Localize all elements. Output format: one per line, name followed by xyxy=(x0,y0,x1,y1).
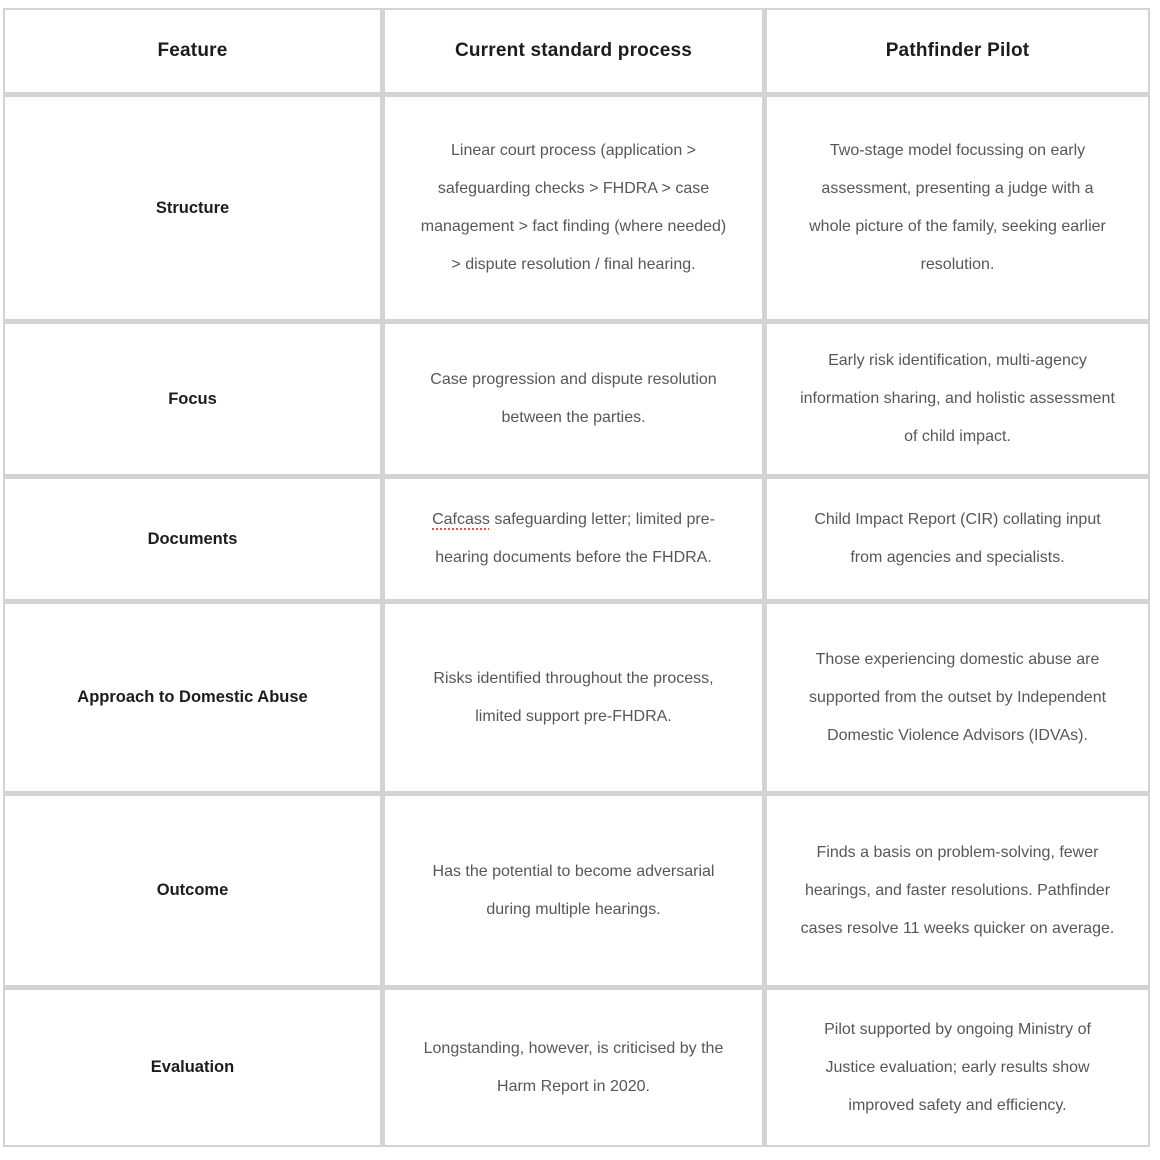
row-1-pathfinder-cell-text: Early risk identification, multi-agency information sharing, and holistic assessment of child impact. xyxy=(800,352,1115,445)
row-4-pathfinder-cell-text: Finds a basis on problem-solving, fewer hearings, and faster resolutions. Pathfinder cases resolve 11 weeks quicker on average. xyxy=(800,843,1115,937)
row-2-pathfinder-cell-text: Child Impact Report (CIR) collating input from agencies and specialists. xyxy=(814,511,1101,566)
column-header-pathfinder-label: Pathfinder Pilot xyxy=(885,40,1030,61)
row-5-current-cell-text: Longstanding, however, is criticised by the Harm Report in 2020. xyxy=(423,1039,724,1095)
row-4-current-cell-text: Has the potential to become adversarial during multiple hearings. xyxy=(432,862,715,918)
row-0-pathfinder-cell-text: Two-stage model focussing on early assessment, presenting a judge with a whole picture of the family, seeking earlier resolution. xyxy=(809,142,1106,273)
row-2-pathfinder-cell xyxy=(767,479,1148,599)
row-2-current-cell xyxy=(385,479,762,599)
row-5-pathfinder-cell-text: Pilot supported by ongoing Ministry of Justice evaluation; early results show improved safety and efficiency. xyxy=(824,1020,1091,1114)
row-5-feature-cell xyxy=(5,990,380,1145)
row-0-pathfinder-cell xyxy=(767,97,1148,319)
row-1-current-cell-text: Case progression and dispute resolution between the parties. xyxy=(430,371,717,426)
row-2-feature-cell-text: Documents xyxy=(147,529,238,548)
row-3-feature-cell xyxy=(5,604,380,791)
column-header-feature-label: Feature xyxy=(157,40,228,61)
row-0-current-cell-text: Linear court process (application > safeguarding checks > FHDRA > case management > fact finding (where needed) > dispute resolution / final hearing. xyxy=(420,142,727,273)
row-5-pathfinder-cell xyxy=(767,990,1148,1145)
row-4-current-cell xyxy=(385,796,762,985)
row-2-current-cell-text: Cafcass safeguarding letter; limited pre-hearing documents before the FHDRA. xyxy=(432,511,715,566)
row-0-feature-cell-text: Structure xyxy=(155,198,230,217)
column-header-current-standard-process xyxy=(385,10,762,92)
row-3-feature-cell-text: Approach to Domestic Abuse xyxy=(77,688,308,706)
row-1-current-cell xyxy=(385,324,762,474)
row-4-feature-cell-text: Outcome xyxy=(156,881,229,899)
row-3-pathfinder-cell-text: Those experiencing domestic abuse are supported from the outset by Independent Domestic Violence Advisors (IDVAs). xyxy=(808,650,1107,744)
row-1-pathfinder-cell xyxy=(767,324,1148,474)
row-1-feature-cell xyxy=(5,324,380,474)
row-4-feature-cell xyxy=(5,796,380,985)
misspelled-word: Cafcass xyxy=(432,511,490,528)
row-3-current-cell xyxy=(385,604,762,791)
column-header-pathfinder-pilot xyxy=(767,10,1148,92)
row-5-current-cell xyxy=(385,990,762,1145)
column-header-feature xyxy=(5,10,380,92)
row-4-pathfinder-cell xyxy=(767,796,1148,985)
column-header-current-label: Current standard process xyxy=(454,40,693,61)
row-3-current-cell-text: Risks identified throughout the process, limited support pre-FHDRA. xyxy=(433,669,714,725)
row-1-feature-cell-text: Focus xyxy=(168,389,217,408)
row-0-feature-cell xyxy=(5,97,380,319)
row-2-feature-cell xyxy=(5,479,380,599)
row-3-pathfinder-cell xyxy=(767,604,1148,791)
comparison-table xyxy=(3,8,1150,1147)
row-0-current-cell xyxy=(385,97,762,319)
row-5-feature-cell-text: Evaluation xyxy=(150,1058,235,1076)
